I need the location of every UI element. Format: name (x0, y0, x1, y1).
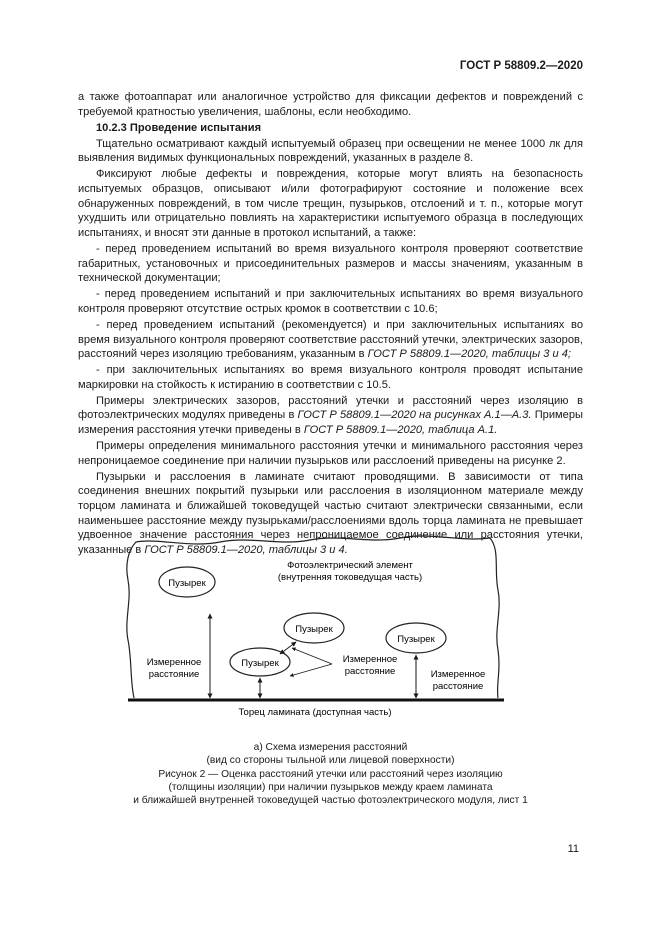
body-text (78, 90, 583, 559)
paragraph-text: Примеры измерения расстояния утечки приведены в (78, 409, 583, 437)
paragraph: Примеры определения минимального расстояния утечки и минимального расстояния через непроницаемое соединение при наличии пузырьков или расслоений приведены на рисунке 2. (78, 440, 583, 467)
list-item (78, 318, 583, 362)
caption-line: (толщины изоляции) при наличии пузырьков между краем ламината (168, 782, 493, 793)
standard-reference: ГОСТ Р 58809.1—2020, таблицы 3 и 4; (367, 348, 572, 361)
standard-reference: ГОСТ Р 58809.1—2020, таблицы 3 и 4. (144, 543, 348, 556)
subcaption-line: а) Схема измерения расстояний (253, 742, 408, 753)
figure-caption (0, 768, 661, 807)
bubble-label: Пузырек (295, 624, 333, 635)
paragraph: Фиксируют любые дефекты и повреждения, которые могут влиять на безопасность испытуемых образцов, описывают и/или фотографируют состояние и положение всех обнаруженных повреждений, в том числе трещин, пузырьков, отслоений и т. п., которые могут ухудшить или отрицательно повлиять на характеристики испытуемого образца в последующих испытаниях, и вносят эти данные в протокол испытаний, а также: (78, 168, 583, 239)
leader-line (292, 648, 332, 664)
standard-reference: ГОСТ Р 58809.1—2020 на рисунках А.1—А.3. (297, 409, 532, 422)
measured-label: расстояние (148, 669, 200, 680)
measured-label: расстояние (432, 681, 484, 692)
paragraph (78, 394, 583, 438)
standard-reference: ГОСТ Р 58809.1—2020, таблица А.1. (303, 424, 498, 437)
edge-label: Торец ламината (доступная часть) (238, 707, 392, 718)
element-label: Фотоэлектрический элемент (287, 560, 413, 571)
laminate-diagram (120, 530, 510, 720)
page-number: 11 (567, 843, 579, 855)
document-id-header: ГОСТ Р 58809.2—2020 (459, 60, 583, 72)
list-item: - перед проведением испытаний во время визуального контроля проверяют соответствие габаритных, установочных и присоединительных размеров и массы значениям, указанным в технической документации; (78, 242, 583, 285)
measured-label: расстояние (344, 666, 396, 677)
paragraph: а также фотоаппарат или аналогичное устройство для фиксации дефектов и повреждений с требуемой кратностью увеличения, шаблоны, если необходимо. (78, 91, 583, 118)
figure-subcaption (0, 741, 661, 767)
bubble-label: Пузырек (168, 578, 206, 589)
list-item: - перед проведением испытаний и при заключительных испытаниях во время визуального контроля проверяют отсутствие острых кромок в соответствии с 10.6; (78, 288, 583, 315)
figure-diagram (120, 530, 510, 725)
paragraph-text: Пузырьки и расслоения в ламинате считают проводящими. В зависимости от типа соединения внешних покрытий пузырьки или расслоения в изоляционном материале между торцом ламината и ближайшей токоведущей частью считают электрически связанными, если наименьшее расстояние между пузырьками/расслоениями вдоль торца ламината не превышает удвоенное значение расстояния через непроницаемое соединение или расстояния утечки, указанные в (78, 470, 583, 556)
measurement-arrow (280, 642, 296, 654)
element-label: (внутренняя токоведущая часть) (277, 572, 423, 583)
paragraph-text: Примеры электрических зазоров, расстояний утечки и расстояний через изоляцию в фотоэлектрических модулях приведены в (78, 394, 583, 422)
list-item: - при заключительных испытаниях во время визуального контроля проводят испытание маркировки на стойкость к истиранию в соответствии с 10.5. (78, 364, 583, 391)
list-item-text: - перед проведением испытаний (рекомендуется) и при заключительных испытаниях во время визуального контроля проверяют соответствие расстояний утечки, электрических зазоров, расстояний через изоляцию требованиям, указанным в (78, 318, 583, 361)
subcaption-line: (вид со стороны тыльной или лицевой поверхности) (206, 755, 455, 766)
section-heading: 10.2.3 Проведение испытания (96, 121, 262, 134)
measured-label: Измеренное (146, 657, 202, 668)
leader-line (290, 664, 332, 676)
bubble-label: Пузырек (241, 658, 279, 669)
measured-label: Измеренное (430, 669, 486, 680)
paragraph: Тщательно осматривают каждый испытуемый образец при освещении не менее 1000 лк для выявления видимых функциональных повреждений, указанных в разделе 8. (78, 137, 583, 165)
measured-label: Измеренное (342, 654, 398, 665)
caption-line: и ближайшей внутренней токоведущей частью фотоэлектрического модуля, лист 1 (133, 795, 528, 806)
bubble-label: Пузырек (397, 634, 435, 645)
caption-line: Рисунок 2 — Оценка расстояний утечки или расстояний через изоляцию (158, 769, 503, 780)
